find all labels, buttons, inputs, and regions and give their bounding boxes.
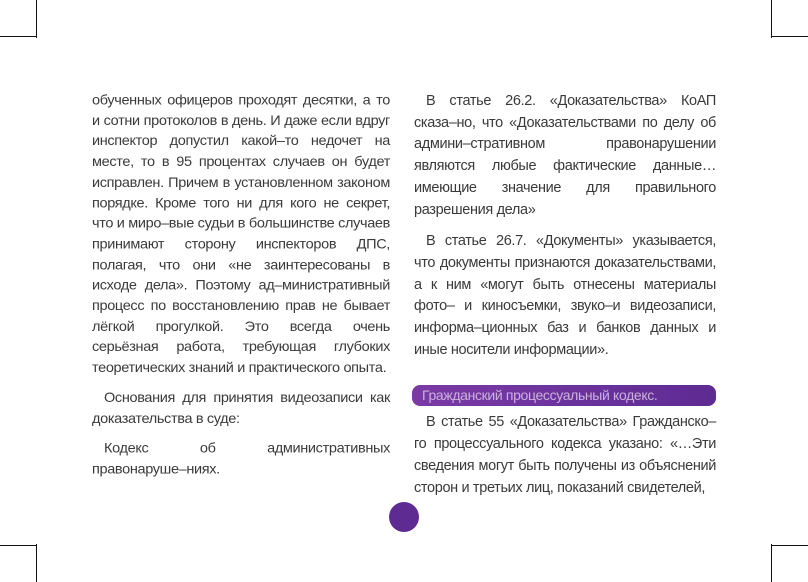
section-title-banner: Гражданский процессуальный кодекс. (412, 385, 716, 406)
crop-mark-top-left-horizontal (0, 36, 36, 37)
left-paragraph-2: Основания для принятия видеозаписи как доказательства в суде: (92, 390, 390, 427)
crop-mark-bottom-left-horizontal (0, 545, 36, 546)
right-column (414, 91, 716, 499)
right-paragraph-2: В статье 26.7. «Документы» указывается, что документы признаются доказательствами, а к ним «могут быть отнесены материалы фото– и киносъемки, звуко–и видеозаписи, информа–ционных баз и банков данных и иные носители информации». (414, 233, 716, 358)
crop-mark-top-right-vertical (771, 0, 772, 38)
crop-mark-bottom-left-vertical (36, 544, 37, 582)
crop-mark-bottom-right-horizontal (772, 545, 808, 546)
page-marker-circle (389, 502, 419, 532)
crop-mark-top-left-vertical (36, 0, 37, 38)
left-paragraph-1: обученных офицеров проходят десятки, а то и сотни протоколов в день. И даже если вдруг инспектор допустил какой–то недочет на месте, то в 95 процентах случаев он будет исправлен. Причем в установленном законом порядке. Кроме того ни для кого не секрет, что и миро–вые судьи в большинстве случаев принимают сторону инспекторов ДПС, полагая, что они «не заинтересованы в исходе дела». Поэтому ад–министративный процесс по восстановлению прав не бывает лёгкой прогулкой. Это всегда очень серьёзная работа, требующая глубоких теоретических знаний и практического опыта. (92, 92, 390, 376)
left-column (92, 91, 390, 481)
crop-mark-bottom-right-vertical (771, 544, 772, 582)
right-paragraph-3: В статье 55 «Доказательства» Гражданско–го процессуального кодекса указано: «…Эти сведения могут быть получены из объяснений сторон и третьих лиц, показаний свидетелей, (414, 414, 716, 496)
right-paragraph-1: В статье 26.2. «Доказательства» КоАП сказа–но, что «Доказательствами по делу об админи–стративном правонарушении являются любые фактические данные… имеющие значение для правильного разрешения дела» (414, 93, 716, 218)
crop-mark-top-right-horizontal (772, 36, 808, 37)
left-paragraph-3: Кодекс об административных правонаруше–ниях. (92, 441, 390, 478)
